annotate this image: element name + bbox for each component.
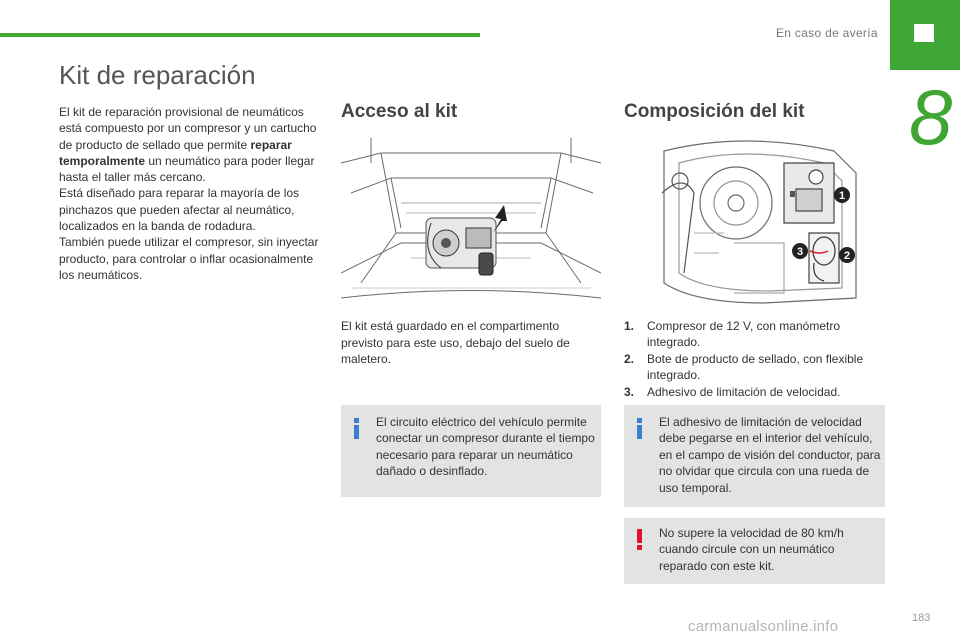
intro-part2: un neumático para poder llegar hasta el taller más cercano. (59, 153, 315, 185)
intro-p2: Está diseñado para reparar la mayoría de los pinchazos que pueden afectar al neumático, localizados en la banda de rodadura. (59, 186, 300, 234)
page-title: Kit de reparación (59, 60, 256, 90)
intro-bold: reparar temporalmente (59, 137, 292, 168)
list-item (624, 318, 886, 351)
info-icon (351, 418, 363, 440)
speed-warning-text: No supere la velocidad de 80 km/h cuando circule con un neumático reparado con este kit. (659, 526, 844, 573)
info-icon (634, 418, 646, 440)
list-item-text: Adhesivo de limitación de velocidad. (647, 384, 841, 399)
intro-p3: También puede utilizar el compresor, sin inyectar producto, para controlar o inflar ocasionalmente los neumáticos. (59, 235, 319, 282)
trunk-drawing (341, 133, 601, 306)
list-item (624, 351, 886, 384)
header-accent-line (0, 33, 480, 37)
speed-warning-note (624, 518, 885, 584)
kit-illustration (624, 133, 886, 306)
intro-part1: El kit de reparación provisional de neumáticos está compuesto por un compresor y un cartucho de producto de sellado que permite (59, 105, 317, 152)
callout-1-label: 1 (838, 190, 846, 202)
access-heading: Acceso al kit (341, 101, 458, 122)
composition-info-note (624, 405, 885, 507)
composition-info-text: El adhesivo de limitación de velocidad debe pegarse en el interior del vehículo, en el campo de visión del conductor, para no olvidar que circula con una rueda de uso temporal. (659, 415, 881, 495)
access-text: El kit está guardado en el compartimento previsto para este uso, debajo del suelo de maletero. (341, 319, 570, 366)
kit-components-list (624, 318, 886, 400)
access-info-note (341, 405, 601, 497)
chapter-number: 8 (909, 73, 953, 161)
callout-3-label: 3 (796, 246, 804, 258)
kit-drawing (624, 133, 886, 306)
chapter-title: En caso de avería (776, 26, 878, 40)
chapter-tab (890, 0, 960, 70)
list-item-number: 2. (624, 351, 635, 366)
list-item (624, 384, 886, 400)
list-item-number: 3. (624, 384, 635, 399)
warning-icon (634, 529, 646, 551)
list-item-text: Bote de producto de sellado, con flexible integrado. (647, 351, 864, 383)
chapter-square-icon (914, 24, 934, 42)
intro-text (59, 104, 321, 283)
callout-2-label: 2 (843, 250, 851, 262)
list-item-number: 1. (624, 319, 635, 333)
list-item-text: Compresor de 12 V, con manómetro integrado. (647, 319, 840, 350)
composition-heading: Composición del kit (624, 101, 805, 122)
trunk-illustration (341, 133, 601, 306)
page-number: 183 (912, 612, 931, 624)
access-note-text: El circuito eléctrico del vehículo permite conectar un compresor durante el tiempo necesario para reparar un neumático dañado o desinflado. (376, 415, 595, 479)
watermark: carmanualsonline.info (688, 618, 839, 635)
